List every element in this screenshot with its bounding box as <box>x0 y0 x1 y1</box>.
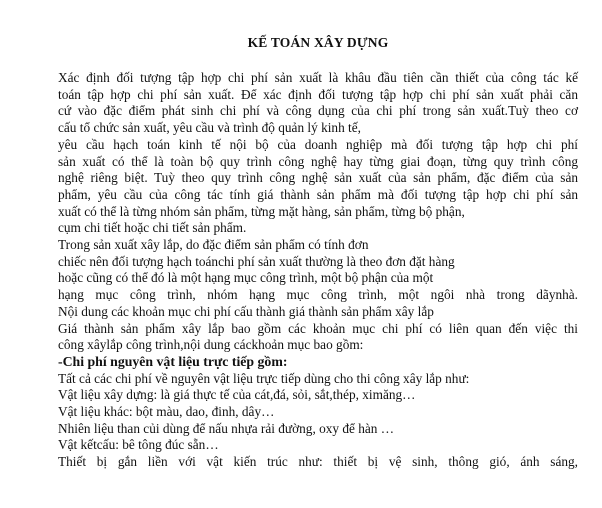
section-heading: -Chi phí nguyên vật liệu trực tiếp gồm: <box>58 353 288 369</box>
paragraph-line: Tất cả các chi phí về nguyên vật liệu trực tiếp dùng cho thi công xây lắp như: <box>58 370 470 386</box>
paragraph-line: công xâylắp công trình,nội dung cáckhoản mục bao gồm: <box>58 337 364 353</box>
document-page <box>58 34 578 471</box>
paragraph-line: toán tập hợp chi phí sản xuất. Để xác định đối tượng tập hợp chi phí sản xuất phải căn <box>58 86 578 102</box>
paragraph-line: yêu cầu hạch toán kinh tế nội bộ của doanh nghiệp mà đối tượng tập hợp chi phí <box>58 136 578 152</box>
paragraph-line: xuất có thể là từng nhóm sản phẩm, từng mặt hàng, sản phẩm, từng bộ phận, <box>58 203 465 219</box>
document-title: KẾ TOÁN XÂY DỰNG <box>247 35 389 50</box>
paragraph-line: Vật kếtcấu: bê tông đúc sẵn… <box>58 437 219 453</box>
paragraph-line: chiếc nên đối tượng hạch toánchi phí sản xuất thường là theo đơn đặt hàng <box>58 253 455 269</box>
paragraph-line: Vật liệu xây dựng: là giá thực tế của cát,đá, sỏi, sắt,thép, ximăng… <box>58 387 416 403</box>
paragraph-line: Xác định đối tượng tập hợp chi phí sản xuất là khâu đầu tiên cần thiết của công tác kế <box>58 70 578 85</box>
paragraph-line: Nội dung các khoản mục chi phí cấu thành giá thành sản phẩm xây lắp <box>58 303 434 319</box>
paragraph-line: Giá thành sản phẩm xây lắp bao gồm các khoản mục chi phí có liên quan đến việc thi <box>58 320 578 336</box>
paragraph-line: nghệ riêng biệt. Tuỳ theo quy trình công nghệ sản xuất của sản phẩm, đặc điểm của sản <box>58 170 578 186</box>
paragraph-line: Nhiên liệu than củi dùng để nấu nhựa rải đường, oxy để hàn … <box>58 420 395 436</box>
paragraph-line: Trong sản xuất xây lắp, do đặc điểm sản phẩm có tính đơn <box>58 237 369 253</box>
paragraph-line: sản xuất có thể là toàn bộ quy trình công nghệ hay từng giai đoạn, từng quy trình công <box>58 153 578 169</box>
paragraph-line: phẩm, yêu cầu của công tác tính giá thành sản phẩm mà đối tượng tập hợp chi phí sản <box>58 186 578 202</box>
paragraph-line: cụm chi tiết hoặc chi tiết sản phẩm. <box>58 220 247 236</box>
paragraph-line: cứ vào đặc điểm phát sinh chi phí và công dụng của chi phí trong sản xuất.Tuỳ theo cơ <box>58 103 578 119</box>
paragraph-line: hạng mục công trình, nhóm hạng mục công trình, một ngôi nhà trong dãynhà. <box>58 287 578 303</box>
paragraph-line: Vật liệu khác: bột màu, dao, đinh, dây… <box>58 404 275 420</box>
paragraph-line: Thiết bị gắn liền với vật kiến trúc như: thiết bị vệ sinh, thông gió, ánh sáng, <box>58 454 578 470</box>
paragraph-line: hoặc cũng có thể đó là một hạng mục công trình, một bộ phận của một <box>58 270 434 286</box>
paragraph-line: cấu tổ chức sản xuất, yêu cầu và trình độ quản lý kinh tế, <box>58 120 361 136</box>
